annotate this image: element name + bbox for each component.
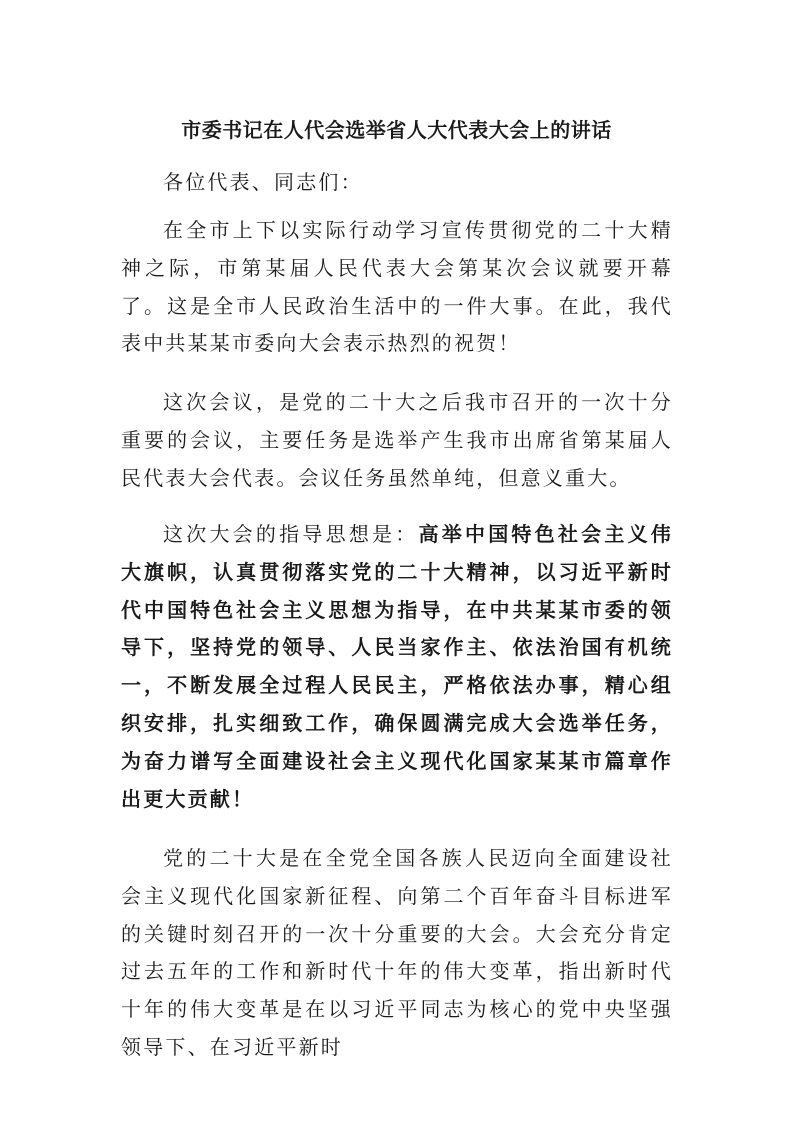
paragraph-3 (121, 516, 673, 818)
greeting: 各位代表、同志们： (163, 170, 363, 194)
document-title: 市委书记在人代会选举省人大代表大会上的讲话 (181, 118, 612, 142)
paragraph-3-lead: 这次大会的指导思想是： (163, 522, 419, 546)
paragraph-4: 党的二十大是在全党全国各族人民迈向全面建设社会主义现代化国家新征程、向第二个百年奋斗目标进军的关键时刻召开的一次十分重要的大会。大会充分肯定过去五年的工作和新时代十年的伟大变革，指出新时代十年的伟大变革是在以习近平同志为核心的党中央坚强领导下、在习近平新时 (121, 846, 673, 1059)
paragraph-2: 这次会议，是党的二十大之后我市召开的一次十分重要的会议，主要任务是选举产生我市出席省第某届人民代表大会代表。会议任务虽然单纯，但意义重大。 (121, 390, 673, 490)
guiding-ideology-bold: 高举中国特色社会主义伟大旗帜，认真贯彻落实党的二十大精神，以习近平新时代中国特色社会主义思想为指导，在中共某某市委的领导下，坚持党的领导、人民当家作主、依法治国有机统一，不断发展全过程人民民主，严格依法办事，精心组织安排，扎实细致工作，确保圆满完成大会选举任务，为奋力谱写全面建设社会主义现代化国家某某市篇章作出更大贡献！ (121, 522, 673, 811)
paragraph-1: 在全市上下以实际行动学习宣传贯彻党的二十大精神之际，市第某届人民代表大会第某次会议就要开幕了。这是全市人民政治生活中的一件大事。在此，我代表中共某某市委向大会表示热烈的祝贺！ (121, 218, 673, 356)
